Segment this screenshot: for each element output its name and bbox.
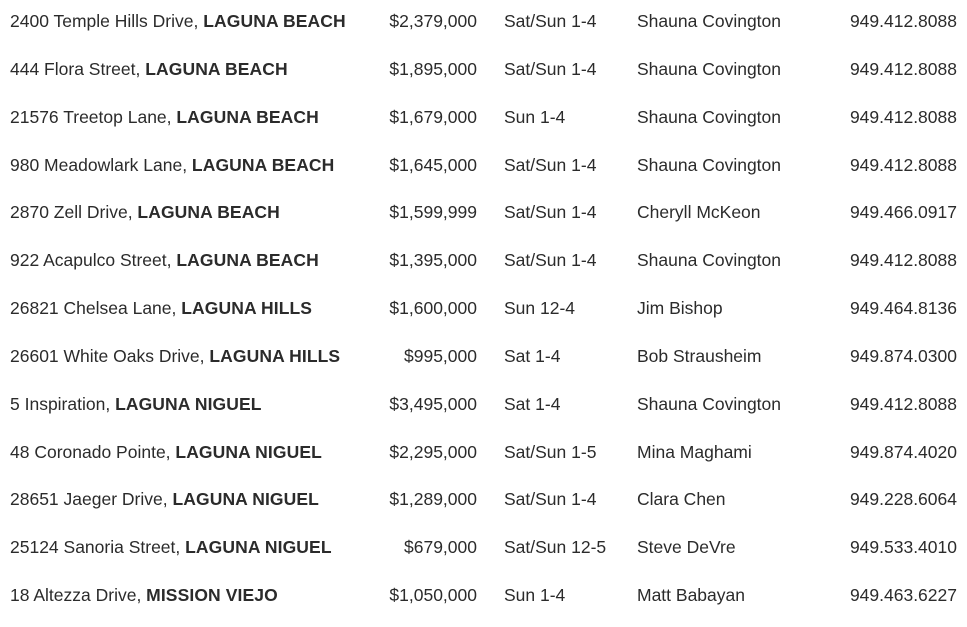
listing-price: $679,000: [404, 537, 477, 558]
listing-street: 25124 Sanoria Street,: [10, 537, 186, 558]
listing-price: $3,495,000: [389, 393, 477, 414]
listing-street: 48 Coronado Pointe,: [10, 441, 176, 462]
listing-agent: Jim Bishop: [637, 298, 723, 319]
listing-open-hours: Sat/Sun 1-4: [504, 58, 597, 79]
listing-phone: 949.412.8088: [849, 11, 957, 31]
listing-street: 2870 Zell Drive,: [10, 202, 138, 223]
listing-address: [10, 574, 278, 616]
listing-row: [0, 48, 967, 96]
listing-street: 5 Inspiration,: [10, 393, 116, 414]
listing-price: $1,895,000: [389, 58, 477, 79]
listing-price: $2,295,000: [389, 441, 477, 462]
listing-city: LAGUNA NIGUEL: [172, 489, 319, 510]
listing-row: [0, 287, 967, 335]
listing-phone: 949.412.8088: [849, 106, 957, 127]
listing-street: 980 Meadowlark Lane,: [10, 154, 192, 175]
listing-address: [10, 478, 319, 520]
listing-row: [0, 526, 967, 574]
listing-price: $1,395,000: [389, 250, 477, 271]
listing-address: [10, 48, 288, 90]
listing-open-hours: Sun 12-4: [504, 298, 576, 319]
listing-open-hours: Sat/Sun 1-4: [504, 154, 597, 175]
listing-agent: Shauna Covington: [637, 250, 781, 271]
listing-street: 444 Flora Street,: [10, 58, 146, 79]
listing-address: [10, 526, 332, 568]
listing-street: 28651 Jaeger Drive,: [10, 489, 173, 510]
listing-open-hours: Sat/Sun 1-5: [504, 441, 597, 462]
listing-price: $1,599,999: [389, 202, 477, 223]
listing-agent: Shauna Covington: [637, 393, 781, 414]
listing-open-hours: Sat/Sun 1-4: [504, 202, 597, 223]
listing-phone: 949.412.8088: [849, 393, 957, 414]
listing-phone: 949.466.0917: [849, 202, 957, 223]
listing-agent: Steve DeVre: [637, 537, 736, 558]
listing-open-hours: Sat/Sun 1-4: [504, 11, 597, 31]
listing-phone: 949.412.8088: [849, 154, 957, 175]
listing-city: LAGUNA NIGUEL: [115, 393, 262, 414]
listing-open-hours: Sat 1-4: [504, 345, 561, 366]
listing-row: [0, 574, 967, 622]
listing-open-hours: Sun 1-4: [504, 106, 566, 127]
listing-city: LAGUNA BEACH: [145, 58, 288, 79]
listing-address: [10, 287, 312, 329]
listing-phone: 949.464.8136: [849, 298, 957, 319]
listing-agent: Cheryll McKeon: [637, 202, 761, 223]
listing-street: 21576 Treetop Lane,: [10, 106, 177, 127]
listing-address: [10, 0, 346, 42]
listing-row: [0, 144, 967, 192]
listing-city: LAGUNA BEACH: [191, 154, 335, 175]
listing-agent: Matt Babayan: [637, 585, 745, 606]
listing-agent: Clara Chen: [637, 489, 726, 510]
listing-phone: 949.874.4020: [849, 441, 957, 462]
listing-address: [10, 335, 340, 377]
listing-row: [0, 239, 967, 287]
listing-address: [10, 191, 280, 233]
listing-address: [10, 96, 319, 138]
listing-phone: 949.874.0300: [849, 345, 957, 366]
listing-city: LAGUNA BEACH: [176, 106, 319, 127]
listing-city: LAGUNA BEACH: [176, 250, 319, 271]
listing-row: [0, 0, 967, 48]
listing-street: 2400 Temple Hills Drive,: [10, 11, 204, 31]
listing-city: LAGUNA NIGUEL: [175, 441, 322, 462]
listing-agent: Shauna Covington: [637, 58, 781, 79]
listing-price: $1,600,000: [389, 298, 477, 319]
listing-open-hours: Sat/Sun 1-4: [504, 489, 597, 510]
listing-street: 26821 Chelsea Lane,: [10, 298, 182, 319]
listing-price: $995,000: [404, 345, 477, 366]
listing-address: [10, 431, 322, 473]
listing-agent: Mina Maghami: [637, 441, 752, 462]
listing-row: [0, 335, 967, 383]
listing-row: [0, 478, 967, 526]
listing-open-hours: Sat 1-4: [504, 393, 561, 414]
listing-address: [10, 383, 262, 425]
listing-agent: Shauna Covington: [637, 11, 781, 31]
listing-price: $1,679,000: [389, 106, 477, 127]
listing-phone: 949.463.6227: [849, 585, 957, 606]
listing-city: LAGUNA NIGUEL: [185, 537, 332, 558]
listing-city: LAGUNA BEACH: [203, 11, 346, 31]
listing-address: [10, 144, 334, 186]
listing-phone: 949.533.4010: [849, 537, 957, 558]
listing-agent: Shauna Covington: [637, 154, 781, 175]
listing-open-hours: Sat/Sun 1-4: [504, 250, 597, 271]
listing-open-hours: Sun 1-4: [504, 585, 566, 606]
listing-agent: Shauna Covington: [637, 106, 781, 127]
listing-price: $1,050,000: [389, 585, 477, 606]
listing-price: $1,289,000: [389, 489, 477, 510]
listing-street: 26601 White Oaks Drive,: [10, 345, 210, 366]
listing-row: [0, 191, 967, 239]
listing-city: LAGUNA BEACH: [137, 202, 280, 223]
listing-price: $1,645,000: [389, 154, 477, 175]
listing-phone: 949.412.8088: [849, 250, 957, 271]
listing-row: [0, 383, 967, 431]
listing-row: [0, 96, 967, 144]
listing-row: [0, 431, 967, 479]
listing-phone: 949.412.8088: [849, 58, 957, 79]
listing-phone: 949.228.6064: [849, 489, 957, 510]
listing-price: $2,379,000: [389, 11, 477, 31]
listing-city: LAGUNA HILLS: [181, 298, 313, 319]
listing-city: MISSION VIEJO: [146, 585, 278, 606]
listing-city: LAGUNA HILLS: [209, 345, 341, 366]
listing-address: [10, 239, 319, 281]
listing-street: 922 Acapulco Street,: [10, 250, 177, 271]
listing-open-hours: Sat/Sun 12-5: [504, 537, 607, 558]
listing-street: 18 Altezza Drive,: [10, 585, 147, 606]
listing-agent: Bob Strausheim: [637, 345, 762, 366]
